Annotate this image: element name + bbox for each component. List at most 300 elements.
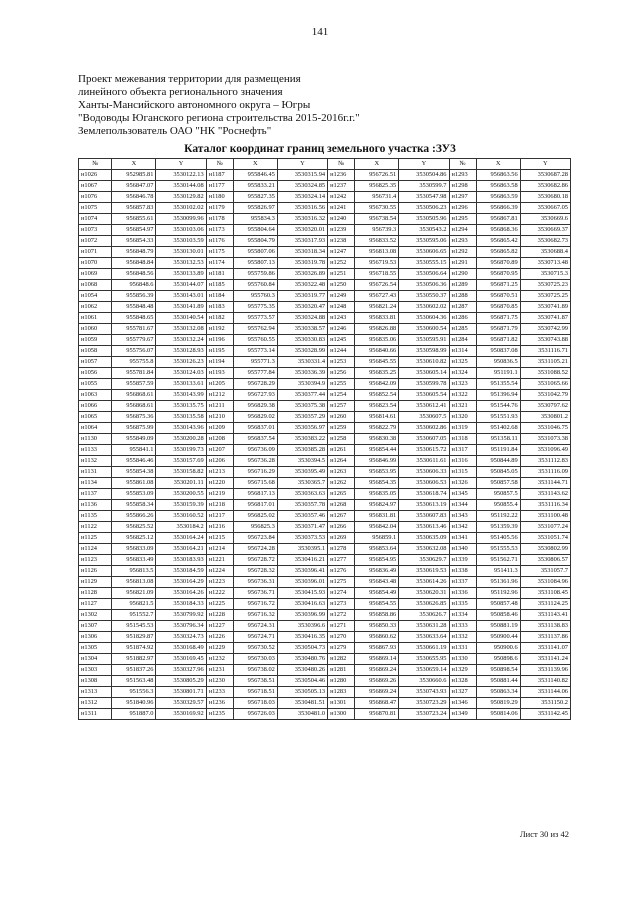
y-coordinate-cell: 3531143.62 [520, 489, 570, 500]
y-coordinate-cell: 3530375.38 [277, 401, 327, 412]
y-coordinate-cell: 3530504.73 [277, 643, 327, 654]
point-number-cell: н1263 [328, 467, 355, 478]
y-coordinate-cell: 3530682.86 [520, 181, 570, 192]
point-number-cell: н1323 [449, 379, 476, 390]
x-coordinate-cell: 951563.48 [112, 676, 156, 687]
y-coordinate-cell: 3530169.45 [156, 654, 206, 665]
y-coordinate-cell: 3530320.47 [277, 302, 327, 313]
x-coordinate-cell: 950881.44 [476, 676, 520, 687]
point-number-cell: н1280 [328, 676, 355, 687]
x-coordinate-cell: 956736.71 [233, 588, 277, 599]
x-coordinate-cell: 955846.46 [112, 456, 156, 467]
point-number-cell: н1130 [79, 434, 112, 445]
point-number-cell: н1253 [328, 357, 355, 368]
x-coordinate-cell: 956863.59 [476, 192, 520, 203]
x-coordinate-cell: 955760.84 [233, 280, 277, 291]
y-coordinate-cell: 3530144.08 [156, 181, 206, 192]
y-coordinate-cell: 3530122.13 [156, 170, 206, 181]
point-number-cell: н1268 [328, 500, 355, 511]
point-number-cell: н1325 [449, 357, 476, 368]
y-coordinate-cell: 3530135.58 [156, 412, 206, 423]
table-row [79, 346, 571, 357]
y-coordinate-cell: 3531144.06 [520, 687, 570, 698]
point-number-cell: н1223 [206, 577, 233, 588]
point-number-cell: н1176 [206, 236, 233, 247]
point-number-cell: н1207 [206, 445, 233, 456]
x-coordinate-cell: 955771.3 [233, 357, 277, 368]
x-coordinate-cell: 956727.93 [233, 390, 277, 401]
x-coordinate-cell: 956825.52 [112, 522, 156, 533]
y-coordinate-cell: 3531124.25 [520, 599, 570, 610]
y-coordinate-cell: 3530099.96 [156, 214, 206, 225]
x-coordinate-cell: 950837.08 [476, 346, 520, 357]
y-coordinate-cell: 3530481.0 [277, 709, 327, 720]
x-coordinate-cell: 956860.62 [355, 632, 399, 643]
y-coordinate-cell: 3530633.64 [399, 632, 449, 643]
y-coordinate-cell: 3530599.7 [399, 181, 449, 192]
point-number-cell: н1278 [328, 544, 355, 555]
y-coordinate-cell: 3530743.88 [520, 335, 570, 346]
x-coordinate-cell: 956870.85 [476, 302, 520, 313]
y-coordinate-cell: 3530605.14 [399, 368, 449, 379]
point-number-cell: н1345 [449, 489, 476, 500]
y-coordinate-cell: 3530547.98 [399, 192, 449, 203]
x-coordinate-cell: 950857.58 [476, 478, 520, 489]
table-body [79, 170, 571, 720]
x-coordinate-cell: 955775.35 [233, 302, 277, 313]
x-coordinate-cell: 956814.61 [355, 412, 399, 423]
table-row [79, 621, 571, 632]
point-number-cell: н1211 [206, 401, 233, 412]
x-coordinate-cell: 956825.3 [233, 522, 277, 533]
y-coordinate-cell: 3530356.97 [277, 423, 327, 434]
point-number-cell: н1329 [449, 665, 476, 676]
y-coordinate-cell: 3530599.78 [399, 379, 449, 390]
y-coordinate-cell: 3530324.88 [277, 313, 327, 324]
x-coordinate-cell: 950898.6 [476, 654, 520, 665]
table-row [79, 588, 571, 599]
x-coordinate-cell: 951829.87 [112, 632, 156, 643]
point-number-cell: н1332 [449, 632, 476, 643]
point-number-cell: н1068 [79, 280, 112, 291]
y-coordinate-cell: 3530396.99 [277, 610, 327, 621]
point-number-cell: н1311 [79, 709, 112, 720]
table-row [79, 511, 571, 522]
table-row [79, 313, 571, 324]
table-row [79, 368, 571, 379]
x-coordinate-cell: 956845.55 [355, 357, 399, 368]
x-coordinate-cell: 950814.06 [476, 709, 520, 720]
point-number-cell: н1245 [328, 335, 355, 346]
point-number-cell: н1196 [206, 335, 233, 346]
y-coordinate-cell: 3530505.96 [399, 214, 449, 225]
x-coordinate-cell: 950836.5 [476, 357, 520, 368]
y-coordinate-cell: 3530133.61 [156, 379, 206, 390]
x-coordinate-cell: 951882.97 [112, 654, 156, 665]
point-number-cell: н1055 [79, 379, 112, 390]
column-header: № [206, 159, 233, 170]
point-number-cell: н1321 [449, 401, 476, 412]
x-coordinate-cell: 956871.82 [476, 335, 520, 346]
y-coordinate-cell: 3530505.13 [277, 687, 327, 698]
x-coordinate-cell: 955848.48 [112, 302, 156, 313]
header-line: Ханты-Мансийского автономного округа – Югры [78, 99, 311, 111]
x-coordinate-cell: 956843.48 [355, 577, 399, 588]
x-coordinate-cell: 956724.71 [233, 632, 277, 643]
point-number-cell: н1185 [206, 280, 233, 291]
y-coordinate-cell: 3530322.48 [277, 280, 327, 291]
y-coordinate-cell: 3530612.41 [399, 401, 449, 412]
table-row [79, 467, 571, 478]
point-number-cell: н1258 [328, 434, 355, 445]
table-row [79, 269, 571, 280]
point-number-cell: н1349 [449, 709, 476, 720]
y-coordinate-cell: 3530326.89 [277, 269, 327, 280]
point-number-cell: н1061 [79, 313, 112, 324]
y-coordinate-cell: 3530506.23 [399, 203, 449, 214]
point-number-cell: н1346 [449, 698, 476, 709]
point-number-cell: н1341 [449, 533, 476, 544]
point-number-cell: н1337 [449, 577, 476, 588]
point-number-cell: н1290 [449, 269, 476, 280]
point-number-cell: н1056 [79, 368, 112, 379]
y-coordinate-cell: 3530613.19 [399, 500, 449, 511]
x-coordinate-cell: 951840.96 [112, 698, 156, 709]
point-number-cell: н1136 [79, 500, 112, 511]
y-coordinate-cell: 3530143.99 [156, 390, 206, 401]
x-coordinate-cell: 956869.24 [355, 665, 399, 676]
point-number-cell: н1300 [328, 709, 355, 720]
point-number-cell: н1214 [206, 544, 233, 555]
point-number-cell: н1334 [449, 610, 476, 621]
y-coordinate-cell: 3530160.52 [156, 511, 206, 522]
x-coordinate-cell: 956875.36 [112, 412, 156, 423]
point-number-cell: н1209 [206, 423, 233, 434]
x-coordinate-cell: 956826.88 [355, 324, 399, 335]
point-number-cell: н1059 [79, 335, 112, 346]
point-number-cell: н1330 [449, 654, 476, 665]
point-number-cell: н1220 [206, 478, 233, 489]
column-header: Y [520, 159, 570, 170]
point-number-cell: н1313 [79, 687, 112, 698]
x-coordinate-cell: 955841.1 [112, 445, 156, 456]
point-number-cell: н1269 [328, 533, 355, 544]
point-number-cell: н1236 [328, 170, 355, 181]
table-row [79, 533, 571, 544]
y-coordinate-cell: 3530680.18 [520, 192, 570, 203]
y-coordinate-cell: 3530103.06 [156, 225, 206, 236]
table-row [79, 632, 571, 643]
y-coordinate-cell: 3530329.57 [156, 698, 206, 709]
point-number-cell: н1275 [328, 577, 355, 588]
point-number-cell: н1274 [328, 588, 355, 599]
x-coordinate-cell: 956726.51 [355, 170, 399, 181]
column-header: № [79, 159, 112, 170]
point-number-cell: н1238 [328, 236, 355, 247]
point-number-cell: н1212 [206, 390, 233, 401]
y-coordinate-cell: 3530725.25 [520, 291, 570, 302]
x-coordinate-cell: 956837.54 [233, 434, 277, 445]
y-coordinate-cell: 3530632.08 [399, 544, 449, 555]
y-coordinate-cell: 3530669.37 [520, 225, 570, 236]
y-coordinate-cell: 3530631.28 [399, 621, 449, 632]
point-number-cell: н1277 [328, 555, 355, 566]
y-coordinate-cell: 3530506.64 [399, 269, 449, 280]
x-coordinate-cell: 955777.84 [233, 368, 277, 379]
x-coordinate-cell: 955804.64 [233, 225, 277, 236]
point-number-cell: н1054 [79, 291, 112, 302]
point-number-cell: н1328 [449, 676, 476, 687]
x-coordinate-cell: 956854.49 [355, 588, 399, 599]
y-coordinate-cell: 3530504.46 [277, 676, 327, 687]
y-coordinate-cell: 3530184.33 [156, 599, 206, 610]
y-coordinate-cell: 3530159.39 [156, 500, 206, 511]
point-number-cell: н1195 [206, 346, 233, 357]
y-coordinate-cell: 3530132.24 [156, 335, 206, 346]
x-coordinate-cell: 955762.94 [233, 324, 277, 335]
x-coordinate-cell: 951556.3 [112, 687, 156, 698]
point-number-cell: н1312 [79, 698, 112, 709]
table-row [79, 456, 571, 467]
point-number-cell: н1320 [449, 412, 476, 423]
y-coordinate-cell: 3530328.99 [277, 346, 327, 357]
x-coordinate-cell: 956726.03 [233, 709, 277, 720]
y-coordinate-cell: 3530365.7 [277, 478, 327, 489]
table-row [79, 665, 571, 676]
y-coordinate-cell: 3530124.03 [156, 368, 206, 379]
page-number: 141 [311, 26, 329, 38]
point-number-cell: н1243 [328, 313, 355, 324]
y-coordinate-cell: 3530504.86 [399, 170, 449, 181]
x-coordinate-cell: 955853.09 [112, 489, 156, 500]
y-coordinate-cell: 3530416.63 [277, 599, 327, 610]
x-coordinate-cell: 956736.28 [233, 456, 277, 467]
point-number-cell: н1227 [206, 621, 233, 632]
point-number-cell: н1261 [328, 445, 355, 456]
point-number-cell: н1122 [79, 522, 112, 533]
x-coordinate-cell: 956848.79 [112, 247, 156, 258]
x-coordinate-cell: 956836.49 [355, 566, 399, 577]
x-coordinate-cell: 956716.32 [233, 610, 277, 621]
x-coordinate-cell: 956718.55 [355, 269, 399, 280]
y-coordinate-cell: 3531139.96 [520, 665, 570, 676]
x-coordinate-cell: 956817.01 [233, 500, 277, 511]
x-coordinate-cell: 955773.57 [233, 313, 277, 324]
x-coordinate-cell: 955848.65 [112, 313, 156, 324]
point-number-cell: н1308 [79, 676, 112, 687]
y-coordinate-cell: 3530480.26 [277, 665, 327, 676]
point-number-cell: н1336 [449, 588, 476, 599]
y-coordinate-cell: 3530395.1 [277, 544, 327, 555]
x-coordinate-cell: 956869.26 [355, 676, 399, 687]
x-coordinate-cell: 956867.81 [476, 214, 520, 225]
point-number-cell: н1314 [449, 346, 476, 357]
point-number-cell: н1075 [79, 203, 112, 214]
x-coordinate-cell: 952985.81 [112, 170, 156, 181]
point-number-cell: н1219 [206, 489, 233, 500]
x-coordinate-cell: 956875.99 [112, 423, 156, 434]
x-coordinate-cell: 956870.89 [476, 258, 520, 269]
point-number-cell: н1340 [449, 544, 476, 555]
x-coordinate-cell: 950819.29 [476, 698, 520, 709]
y-coordinate-cell: 3531051.74 [520, 533, 570, 544]
y-coordinate-cell: 3530606.65 [399, 247, 449, 258]
y-coordinate-cell: 3530164.29 [156, 577, 206, 588]
x-coordinate-cell: 956865.82 [476, 247, 520, 258]
y-coordinate-cell: 3530626.7 [399, 610, 449, 621]
y-coordinate-cell: 3530607.83 [399, 511, 449, 522]
x-coordinate-cell: 956848.6 [112, 280, 156, 291]
y-coordinate-cell: 3530102.02 [156, 203, 206, 214]
column-header: X [112, 159, 156, 170]
y-coordinate-cell: 3530132.53 [156, 258, 206, 269]
x-coordinate-cell: 956846.78 [112, 192, 156, 203]
point-number-cell: н1283 [328, 687, 355, 698]
y-coordinate-cell: 3530396.01 [277, 577, 327, 588]
y-coordinate-cell: 3530604.36 [399, 313, 449, 324]
table-row [79, 566, 571, 577]
x-coordinate-cell: 956822.79 [355, 423, 399, 434]
x-coordinate-cell: 955846.45 [233, 170, 277, 181]
y-coordinate-cell: 3530184.59 [156, 566, 206, 577]
y-coordinate-cell: 3530132.08 [156, 324, 206, 335]
x-coordinate-cell: 955760.3 [233, 291, 277, 302]
table-row [79, 302, 571, 313]
y-coordinate-cell: 3530801.2 [520, 412, 570, 423]
header-line: линейного объекта регионального значения [78, 86, 283, 98]
x-coordinate-cell: 951545.53 [112, 621, 156, 632]
y-coordinate-cell: 3530715.3 [520, 269, 570, 280]
y-coordinate-cell: 3530200.28 [156, 434, 206, 445]
y-coordinate-cell: 3530164.21 [156, 544, 206, 555]
y-coordinate-cell: 3530629.7 [399, 555, 449, 566]
point-number-cell: н1333 [449, 621, 476, 632]
y-coordinate-cell: 3530635.09 [399, 533, 449, 544]
point-number-cell: н1293 [449, 236, 476, 247]
x-coordinate-cell: 956869.14 [355, 654, 399, 665]
y-coordinate-cell: 3531100.48 [520, 511, 570, 522]
point-number-cell: н1069 [79, 269, 112, 280]
table-row [79, 434, 571, 445]
x-coordinate-cell: 956854.55 [355, 599, 399, 610]
x-coordinate-cell: 956855.61 [112, 214, 156, 225]
x-coordinate-cell: 956853.95 [355, 467, 399, 478]
y-coordinate-cell: 3530336.39 [277, 368, 327, 379]
x-coordinate-cell: 950900.44 [476, 632, 520, 643]
y-coordinate-cell: 3530687.28 [520, 170, 570, 181]
y-coordinate-cell: 3530602.86 [399, 423, 449, 434]
point-number-cell: н1193 [206, 368, 233, 379]
table-row [79, 379, 571, 390]
x-coordinate-cell: 955759.86 [233, 269, 277, 280]
point-number-cell: н1304 [79, 654, 112, 665]
y-coordinate-cell: 3530158.82 [156, 467, 206, 478]
y-coordinate-cell: 3531150.2 [520, 698, 570, 709]
table-row [79, 599, 571, 610]
y-coordinate-cell: 3530183.93 [156, 555, 206, 566]
column-header: X [233, 159, 277, 170]
y-coordinate-cell: 3531116.34 [520, 500, 570, 511]
y-coordinate-cell: 3530316.56 [277, 203, 327, 214]
x-coordinate-cell: 951544.76 [476, 401, 520, 412]
x-coordinate-cell: 956871.75 [476, 313, 520, 324]
point-number-cell: н1066 [79, 401, 112, 412]
x-coordinate-cell: 956829.38 [233, 401, 277, 412]
point-number-cell: н1306 [79, 632, 112, 643]
table-row [79, 236, 571, 247]
y-coordinate-cell: 3530128.93 [156, 346, 206, 357]
x-coordinate-cell: 951192.22 [476, 511, 520, 522]
x-coordinate-cell: 956736.09 [233, 445, 277, 456]
point-number-cell: н1276 [328, 566, 355, 577]
y-coordinate-cell: 3530602.02 [399, 302, 449, 313]
point-number-cell: н1289 [449, 280, 476, 291]
point-number-cell: н1128 [79, 588, 112, 599]
point-number-cell: н1057 [79, 357, 112, 368]
x-coordinate-cell: 956833.49 [112, 555, 156, 566]
x-coordinate-cell: 956833.81 [355, 313, 399, 324]
y-coordinate-cell: 3530357.29 [277, 412, 327, 423]
y-coordinate-cell: 3530324.73 [156, 632, 206, 643]
y-coordinate-cell: 3530396.6 [277, 621, 327, 632]
y-coordinate-cell: 3530318.34 [277, 247, 327, 258]
y-coordinate-cell: 3530199.73 [156, 445, 206, 456]
x-coordinate-cell: 950858.46 [476, 610, 520, 621]
point-number-cell: н1067 [79, 181, 112, 192]
y-coordinate-cell: 3530394.5 [277, 456, 327, 467]
column-header: № [328, 159, 355, 170]
x-coordinate-cell: 956830.38 [355, 434, 399, 445]
point-number-cell: н1221 [206, 555, 233, 566]
point-number-cell: н1063 [79, 390, 112, 401]
point-number-cell: н1074 [79, 214, 112, 225]
y-coordinate-cell: 3530140.54 [156, 313, 206, 324]
y-coordinate-cell: 3530385.28 [277, 445, 327, 456]
x-coordinate-cell: 956728.32 [233, 566, 277, 577]
point-number-cell: н1232 [206, 654, 233, 665]
point-number-cell: н1062 [79, 302, 112, 313]
y-coordinate-cell: 3530610.82 [399, 357, 449, 368]
y-coordinate-cell: 3530200.55 [156, 489, 206, 500]
x-coordinate-cell: 956821.24 [355, 302, 399, 313]
x-coordinate-cell: 951837.26 [112, 665, 156, 676]
y-coordinate-cell: 3530129.82 [156, 192, 206, 203]
header-line: "Водоводы Юганского региона строительства 2015-2016г.г." [78, 112, 360, 124]
x-coordinate-cell: 956731.4 [355, 192, 399, 203]
y-coordinate-cell: 3530320.01 [277, 225, 327, 236]
x-coordinate-cell: 956821.09 [112, 588, 156, 599]
x-coordinate-cell: 956863.56 [476, 170, 520, 181]
point-number-cell: н1303 [79, 665, 112, 676]
y-coordinate-cell: 3531108.45 [520, 588, 570, 599]
x-coordinate-cell: 956736.31 [233, 577, 277, 588]
point-number-cell: н1339 [449, 555, 476, 566]
x-coordinate-cell: 955827.35 [233, 192, 277, 203]
x-coordinate-cell: 950844.89 [476, 456, 520, 467]
point-number-cell: н1216 [206, 522, 233, 533]
header-line: Землепользователь ОАО "НК "Роснефть" [78, 125, 272, 137]
point-number-cell: н1282 [328, 654, 355, 665]
x-coordinate-cell: 956854.35 [355, 478, 399, 489]
y-coordinate-cell: 3531138.83 [520, 621, 570, 632]
y-coordinate-cell: 3530126.23 [156, 357, 206, 368]
x-coordinate-cell: 955861.08 [112, 478, 156, 489]
y-coordinate-cell: 3530713.48 [520, 258, 570, 269]
y-coordinate-cell: 3531105.21 [520, 357, 570, 368]
x-coordinate-cell: 950900.6 [476, 643, 520, 654]
x-coordinate-cell: 956817.13 [233, 489, 277, 500]
point-number-cell: н1240 [328, 214, 355, 225]
